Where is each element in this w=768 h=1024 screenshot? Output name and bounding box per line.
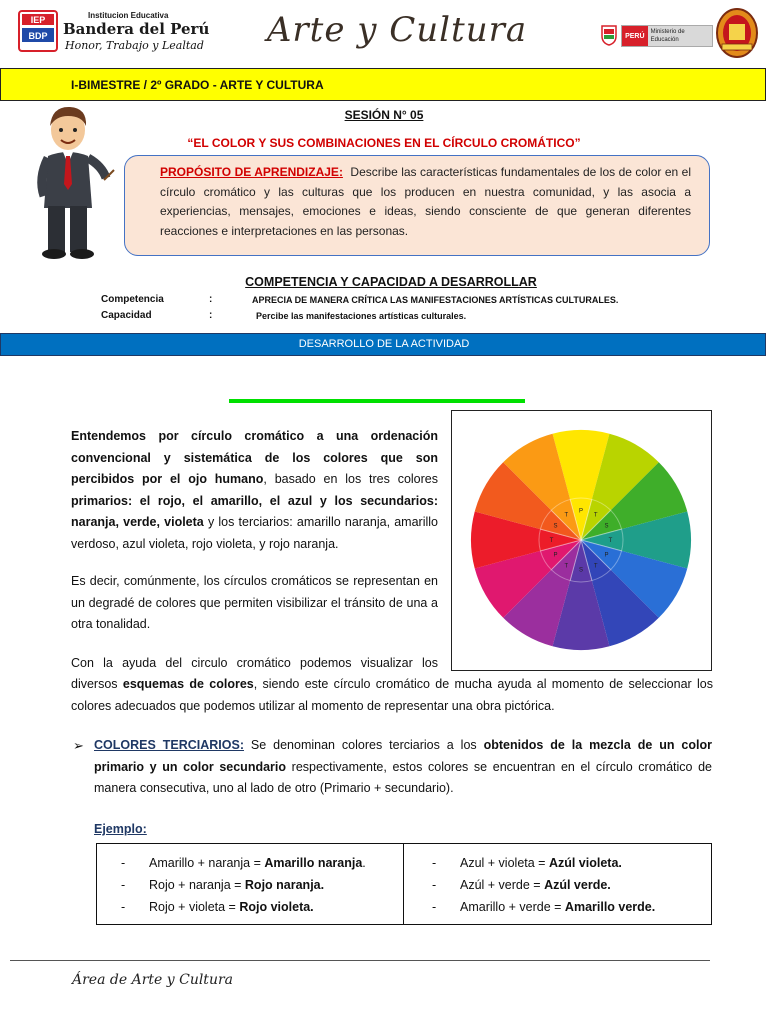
ministry-label: Ministerio de Educación: [650, 29, 685, 43]
paragraph-tertiary: [94, 735, 712, 800]
peru-label: PERÚ: [622, 26, 648, 46]
schemes-a: diversos: [71, 677, 123, 691]
logo-badge-letters: IEP: [30, 15, 46, 25]
example-plain: Rojo + naranja =: [149, 878, 245, 892]
example-column-left: [97, 844, 404, 924]
school-name: Bandera del Perú: [63, 20, 210, 38]
definition-end: y los terciarios: amarillo naranja, amarillo verdoso, azul violeta, rojo violeta, y rojo naranja.: [71, 515, 438, 551]
wheel-inner-label: P: [578, 508, 584, 515]
example-column-right: [404, 844, 711, 924]
peru-shield-icon: [600, 24, 618, 46]
purpose-text: Describe las características fundamentales de los de color en el círculo cromático y las culturas que los producen en nuestra comunidad, y las asocia a experiencias, mensajes, emociones e ideas, siendo consciente de que generan diferentes reacciones e interpretaciones en las personas.: [160, 165, 691, 238]
school-label: Institucion Educativa: [88, 11, 169, 20]
example-row: [404, 874, 711, 896]
example-dash: -: [432, 856, 437, 870]
wheel-inner-label: P: [604, 552, 609, 559]
example-tail: .: [362, 856, 366, 870]
example-row: [97, 896, 403, 918]
example-plain: Rojo + violeta =: [149, 900, 240, 914]
capacity-separator: :: [209, 310, 213, 321]
example-dash: -: [121, 856, 126, 870]
competence-title: COMPETENCIA Y CAPACIDAD A DESARROLLAR: [245, 275, 537, 289]
definition-bold-2: primarios: el rojo, el amarillo, el azul y los secundarios: naranja, verde, violeta: [71, 493, 438, 529]
example-text: [456, 896, 655, 918]
wheel-inner-label: T: [608, 538, 613, 544]
capacity-value: Percibe las manifestaciones artísticas culturales.: [256, 311, 467, 321]
example-text: [456, 852, 622, 874]
paragraph-schemes-start: Con la ayuda del circulo cromático podemos visualizar los: [71, 656, 438, 670]
paragraph-gradient: Es decir, comúnmente, los círculos cromáticos se representan en un degradé de colores que permiten visibilizar el tránsito de una a otra tonalidad.: [71, 574, 438, 631]
green-divider: [229, 399, 525, 403]
example-plain: Azul + violeta =: [460, 856, 549, 870]
definition-bold: Entendemos por círculo cromático a una ordenación convencional y sistemática de los colores que son percibidos por el ojo humano: [71, 429, 438, 486]
competence-value: APRECIA DE MANERA CRÍTICA LAS MANIFESTACIONES ARTÍSTICAS CULTURALES.: [252, 295, 619, 305]
paragraph-schemes: [71, 674, 713, 717]
session-number: SESIÓN N° 05: [344, 108, 424, 122]
wheel-inner-label: T: [564, 512, 569, 519]
example-text: [145, 852, 366, 874]
competence-label: Competencia: [101, 294, 164, 305]
example-text: [145, 874, 324, 896]
school-seal-icon: [716, 8, 758, 58]
example-row: [97, 874, 403, 896]
wheel-inner-label: T: [549, 538, 554, 544]
teacher-illustration: [30, 100, 116, 262]
tertiary-text-end: respectivamente, estos colores se encuentran en el círculo cromático de manera consecutiva, uno al lado de otro (Primario + secundario).: [94, 759, 713, 795]
example-label: Ejemplo:: [94, 822, 147, 836]
page-title: Arte y Cultura: [266, 10, 528, 50]
footer-label: Área de Arte y Cultura: [72, 972, 233, 988]
example-row: [97, 852, 403, 874]
example-table: [96, 843, 712, 925]
color-wheel-image: [452, 411, 711, 670]
schemes-end: , siendo este círculo cromático de mucha ayuda al momento de seleccionar los colores adecuados que podemos utilizar al momento de representar una obra pictórica.: [71, 677, 713, 713]
wheel-inner-label: S: [604, 523, 609, 530]
bimestre-label: I-BIMESTRE / 2º GRADO - ARTE Y CULTURA: [71, 78, 324, 92]
example-dash: -: [121, 900, 126, 914]
definition-mid: , basado en los tres colores: [263, 472, 438, 486]
example-dash: -: [432, 900, 437, 914]
paragraph-definition: [71, 426, 438, 555]
footer-divider: [10, 960, 710, 961]
example-text: [145, 896, 314, 918]
example-result: Azúl violeta.: [548, 856, 622, 870]
example-row: [404, 852, 711, 874]
wheel-inner-label: S: [578, 567, 584, 574]
tertiary-text-a: Se denominan colores terciarios a los: [244, 738, 484, 752]
wheel-inner-label: S: [553, 523, 558, 530]
activity-bar-label: DESARROLLO DE LA ACTIVIDAD: [298, 338, 470, 350]
capacity-label: Capacidad: [101, 310, 152, 321]
example-plain: Amarillo + verde =: [460, 900, 565, 914]
example-plain: Amarillo + naranja =: [149, 856, 265, 870]
example-result: Amarillo verde.: [564, 900, 656, 914]
example-dash: -: [121, 878, 126, 892]
ministry-logo: [621, 25, 713, 47]
purpose-label: PROPÓSITO DE APRENDIZAJE:: [160, 165, 343, 179]
example-text: [456, 874, 611, 896]
logo-badge-initials: BDP: [28, 31, 48, 41]
school-logo-icon: [18, 10, 58, 52]
session-subtitle: “EL COLOR Y SUS COMBINACIONES EN EL CÍRCULO CROMÁTICO”: [187, 136, 581, 150]
example-result: Amarillo naranja: [264, 856, 363, 870]
arrow-bullet-icon: ➢: [73, 738, 84, 753]
tertiary-bold: obtenidos de la mezcla de un color primario y un color secundario: [94, 738, 712, 774]
purpose-text-block: [160, 163, 691, 241]
color-wheel-frame: [451, 410, 712, 671]
wheel-inner-label: T: [593, 563, 598, 570]
tertiary-label: COLORES TERCIARIOS:: [94, 738, 244, 752]
wheel-inner-label: T: [564, 563, 569, 570]
wheel-inner-label: P: [553, 552, 558, 559]
competence-separator: :: [209, 294, 213, 305]
school-motto: Honor, Trabajo y Lealtad: [65, 39, 204, 52]
example-row: [404, 896, 711, 918]
example-result: Rojo violeta.: [239, 900, 314, 914]
example-plain: Azúl + verde =: [460, 878, 545, 892]
example-result: Rojo naranja.: [244, 878, 325, 892]
example-dash: -: [432, 878, 437, 892]
example-result: Azúl verde.: [544, 878, 611, 892]
schemes-bold: esquemas de colores: [122, 677, 254, 691]
wheel-inner-label: T: [593, 512, 598, 519]
